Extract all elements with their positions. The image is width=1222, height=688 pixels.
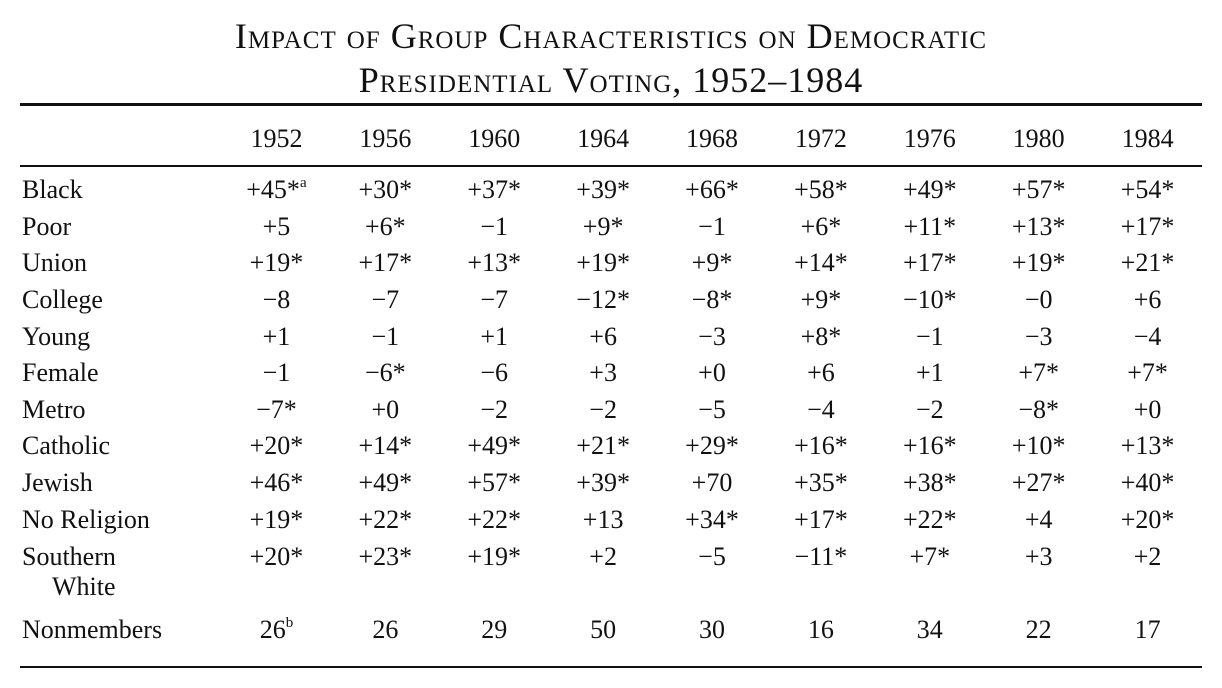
value-cell xyxy=(875,355,984,392)
cell-value: +30* xyxy=(358,175,413,205)
value-cell xyxy=(549,392,658,429)
value-cell xyxy=(875,465,984,502)
header-row xyxy=(20,116,1202,162)
table-row xyxy=(20,172,1202,209)
value-cell xyxy=(766,501,875,538)
value-cell xyxy=(875,501,984,538)
value-cell xyxy=(1093,428,1202,465)
value-cell xyxy=(766,538,875,612)
row-label: Black xyxy=(22,175,83,205)
table-row xyxy=(20,318,1202,355)
cell-value: +7* xyxy=(909,541,951,571)
value-cell xyxy=(1093,355,1202,392)
cell-value: +4 xyxy=(1024,504,1053,534)
cell-value: +19* xyxy=(249,504,304,534)
value-cell xyxy=(440,209,549,246)
value-cell xyxy=(658,465,767,502)
cell-value: −10* xyxy=(902,285,957,315)
cell-value: +46* xyxy=(249,468,304,498)
value-cell xyxy=(440,538,549,612)
table-row xyxy=(20,245,1202,282)
cell-value: +1 xyxy=(262,321,291,351)
cell-value: −2 xyxy=(589,394,617,424)
cell-value: 17 xyxy=(1134,615,1161,645)
year-header: 1960 xyxy=(468,124,521,153)
value-cell xyxy=(222,465,331,502)
cell-value: −1 xyxy=(262,358,291,388)
table-row xyxy=(20,355,1202,392)
value-cell xyxy=(440,465,549,502)
cell-value: +19* xyxy=(1011,248,1066,278)
value-cell xyxy=(331,355,440,392)
cell-value: −1 xyxy=(915,321,944,351)
value-cell xyxy=(658,355,767,392)
value-cell xyxy=(766,172,875,209)
value-cell xyxy=(875,318,984,355)
table-row xyxy=(20,392,1202,429)
year-header: 1968 xyxy=(686,124,738,153)
value-cell xyxy=(658,538,767,612)
cell-value: +13* xyxy=(1120,431,1175,461)
value-cell xyxy=(440,282,549,319)
cell-value: +0 xyxy=(1133,394,1162,424)
cell-value: +1 xyxy=(480,321,509,351)
row-label: Catholic xyxy=(22,431,111,461)
year-header: 1980 xyxy=(1012,124,1065,153)
year-header: 1972 xyxy=(794,124,847,153)
value-cell xyxy=(766,318,875,355)
table-row xyxy=(20,428,1202,465)
cell-value: +70 xyxy=(691,468,733,498)
value-cell xyxy=(331,172,440,209)
value-cell xyxy=(984,245,1093,282)
cell-value: +49* xyxy=(358,468,413,498)
value-cell xyxy=(984,355,1093,392)
value-cell xyxy=(440,392,549,429)
cell-value: +57* xyxy=(467,468,522,498)
year-header: 1976 xyxy=(903,124,956,153)
cell-value: −6* xyxy=(365,358,406,388)
value-cell xyxy=(440,612,549,649)
cell-value: +19* xyxy=(467,541,522,571)
value-cell xyxy=(440,501,549,538)
cell-value: 26 xyxy=(259,615,286,645)
value-cell xyxy=(658,428,767,465)
table-row xyxy=(20,465,1202,502)
cell-value: +20* xyxy=(249,541,304,571)
cell-value: 22 xyxy=(1025,615,1052,645)
cell-value: +0 xyxy=(371,394,400,424)
value-cell xyxy=(549,501,658,538)
cell-value: +38* xyxy=(902,468,957,498)
value-cell xyxy=(1093,282,1202,319)
cell-value: +34* xyxy=(685,504,739,534)
cell-value: +13* xyxy=(467,248,522,278)
value-cell xyxy=(331,318,440,355)
value-cell xyxy=(331,501,440,538)
cell-value: +20* xyxy=(249,431,304,461)
value-cell xyxy=(222,612,331,649)
cell-value: +22* xyxy=(902,504,957,534)
cell-value: 34 xyxy=(916,615,943,645)
cell-value: +11* xyxy=(903,211,957,241)
row-label xyxy=(20,538,222,612)
footnote-marker: a xyxy=(299,175,307,192)
value-cell xyxy=(1093,172,1202,209)
value-cell xyxy=(331,538,440,612)
table-title xyxy=(0,14,1222,102)
cell-value: −4 xyxy=(1133,321,1162,351)
row-label: Jewish xyxy=(22,468,93,498)
title-line-2: Presidential Voting, 1952–1984 xyxy=(358,60,864,100)
value-cell xyxy=(549,465,658,502)
cell-value: +6 xyxy=(807,358,835,388)
cell-value: +14* xyxy=(794,248,848,278)
cell-value: +49* xyxy=(467,431,522,461)
value-cell xyxy=(658,209,767,246)
cell-value: 50 xyxy=(590,615,617,645)
cell-value: −5 xyxy=(698,394,726,424)
value-cell xyxy=(766,209,875,246)
cell-value: −12* xyxy=(576,285,630,315)
cell-value: +7* xyxy=(1018,358,1060,388)
value-cell xyxy=(875,538,984,612)
year-header: 1964 xyxy=(577,124,630,153)
cell-value: +17* xyxy=(1120,211,1175,241)
row-label: No Religion xyxy=(22,504,150,534)
header-label-cell xyxy=(20,116,222,162)
value-cell xyxy=(1093,209,1202,246)
cell-value: −3 xyxy=(698,321,726,351)
cell-value: +19* xyxy=(249,248,304,278)
value-cell xyxy=(222,318,331,355)
row-label: Poor xyxy=(22,211,72,241)
value-cell xyxy=(222,172,331,209)
cell-value: +54* xyxy=(1120,175,1175,205)
row-label-line-2: White xyxy=(52,571,116,601)
row-label: Metro xyxy=(22,394,86,424)
value-cell xyxy=(331,209,440,246)
cell-value: +66* xyxy=(685,175,739,205)
value-cell xyxy=(875,282,984,319)
value-cell xyxy=(766,612,875,649)
cell-value: −2 xyxy=(480,394,509,424)
row-label: Female xyxy=(22,358,99,388)
value-cell xyxy=(440,428,549,465)
cell-value: +6* xyxy=(800,211,842,241)
cell-value: +2 xyxy=(1133,541,1162,571)
value-cell xyxy=(440,245,549,282)
year-header: 1956 xyxy=(359,124,412,153)
value-cell xyxy=(222,538,331,612)
value-cell xyxy=(331,282,440,319)
value-cell xyxy=(766,392,875,429)
value-cell xyxy=(658,245,767,282)
cell-value: +16* xyxy=(794,431,848,461)
value-cell xyxy=(549,538,658,612)
cell-value: −11* xyxy=(794,541,848,571)
value-cell xyxy=(766,428,875,465)
value-cell xyxy=(549,172,658,209)
value-cell xyxy=(875,245,984,282)
value-cell xyxy=(331,428,440,465)
value-cell xyxy=(1093,392,1202,429)
cell-value: +14* xyxy=(358,431,413,461)
table-body xyxy=(20,162,1202,649)
cell-value: +6 xyxy=(1133,285,1162,315)
cell-value: −0 xyxy=(1024,285,1053,315)
cell-value: +13 xyxy=(582,504,624,534)
cell-value: −7 xyxy=(371,285,400,315)
cell-value: +16* xyxy=(902,431,957,461)
cell-value: −8* xyxy=(1018,394,1060,424)
cell-value: −4 xyxy=(807,394,835,424)
cell-value: +8* xyxy=(800,321,842,351)
cell-value: +39* xyxy=(576,468,630,498)
value-cell xyxy=(549,428,658,465)
value-cell xyxy=(222,428,331,465)
table-row xyxy=(20,538,1202,612)
cell-value: −8* xyxy=(691,285,733,315)
cell-value: +29* xyxy=(685,431,739,461)
cell-value: −3 xyxy=(1024,321,1053,351)
value-cell xyxy=(440,318,549,355)
cell-value: +9* xyxy=(691,248,733,278)
cell-value: +37* xyxy=(467,175,522,205)
value-cell xyxy=(875,172,984,209)
value-cell xyxy=(658,318,767,355)
value-cell xyxy=(331,612,440,649)
cell-value: +13* xyxy=(1011,211,1066,241)
cell-value: 29 xyxy=(481,615,508,645)
value-cell xyxy=(222,245,331,282)
row-label: Young xyxy=(22,321,91,351)
value-cell xyxy=(658,392,767,429)
bottom-rule xyxy=(20,666,1202,668)
cell-value: 30 xyxy=(699,615,725,645)
cell-value: −7 xyxy=(480,285,509,315)
row-label-line-1: Southern xyxy=(22,541,116,571)
cell-value: +5 xyxy=(262,211,291,241)
cell-value: +19* xyxy=(576,248,630,278)
cell-value: −1 xyxy=(698,211,726,241)
value-cell xyxy=(222,282,331,319)
value-cell xyxy=(1093,538,1202,612)
cell-value: 26 xyxy=(372,615,399,645)
value-cell xyxy=(875,428,984,465)
cell-value: +22* xyxy=(467,504,522,534)
row-label: Nonmembers xyxy=(22,615,163,645)
value-cell xyxy=(875,392,984,429)
value-cell xyxy=(766,245,875,282)
value-cell xyxy=(1093,465,1202,502)
cell-value: +17* xyxy=(902,248,957,278)
cell-value: +49* xyxy=(902,175,957,205)
cell-value: +21* xyxy=(576,431,630,461)
value-cell xyxy=(658,501,767,538)
value-cell xyxy=(984,538,1093,612)
cell-value: +7* xyxy=(1127,358,1168,388)
table-row xyxy=(20,501,1202,538)
cell-value: +6 xyxy=(589,321,617,351)
value-cell xyxy=(875,209,984,246)
cell-value: +3 xyxy=(589,358,617,388)
cell-value: +22* xyxy=(358,504,413,534)
cell-value: −7* xyxy=(256,394,297,424)
value-cell xyxy=(549,318,658,355)
value-cell xyxy=(766,465,875,502)
cell-value: +2 xyxy=(589,541,617,571)
cell-value: +10* xyxy=(1011,431,1066,461)
cell-value: +6* xyxy=(365,211,406,241)
year-header: 1952 xyxy=(250,124,303,153)
cell-value: 16 xyxy=(807,615,834,645)
cell-value: +21* xyxy=(1120,248,1175,278)
value-cell xyxy=(984,501,1093,538)
top-rule xyxy=(20,103,1202,106)
footnote-marker: b xyxy=(285,615,294,632)
cell-value: +23* xyxy=(358,541,413,571)
value-cell xyxy=(549,245,658,282)
value-cell xyxy=(440,355,549,392)
year-header: 1984 xyxy=(1121,124,1174,153)
value-cell xyxy=(1093,245,1202,282)
value-cell xyxy=(549,355,658,392)
value-cell xyxy=(222,209,331,246)
cell-value: −5 xyxy=(698,541,726,571)
value-cell xyxy=(984,612,1093,649)
value-cell xyxy=(984,318,1093,355)
cell-value: +45* xyxy=(246,175,300,205)
value-cell xyxy=(549,282,658,319)
cell-value: +1 xyxy=(915,358,944,388)
value-cell xyxy=(331,392,440,429)
cell-value: +57* xyxy=(1011,175,1066,205)
value-cell xyxy=(1093,501,1202,538)
cell-value: +40* xyxy=(1120,468,1175,498)
row-label: College xyxy=(22,285,103,315)
title-line-1: Impact of Group Characteristics on Democratic xyxy=(234,16,988,56)
value-cell xyxy=(1093,612,1202,649)
cell-value: +17* xyxy=(358,248,413,278)
cell-value: +9* xyxy=(800,285,842,315)
cell-value: −2 xyxy=(915,394,944,424)
value-cell xyxy=(1093,318,1202,355)
row-label: Union xyxy=(22,248,87,278)
value-cell xyxy=(875,612,984,649)
value-cell xyxy=(984,282,1093,319)
cell-value: +20* xyxy=(1120,504,1175,534)
cell-value: +0 xyxy=(698,358,726,388)
value-cell xyxy=(984,428,1093,465)
table-row xyxy=(20,282,1202,319)
value-cell xyxy=(331,245,440,282)
value-cell xyxy=(984,465,1093,502)
value-cell xyxy=(222,501,331,538)
cell-value: −1 xyxy=(480,211,509,241)
cell-value: +3 xyxy=(1024,541,1053,571)
value-cell xyxy=(658,282,767,319)
value-cell xyxy=(658,612,767,649)
cell-value: −6 xyxy=(480,358,509,388)
data-table xyxy=(20,116,1202,649)
cell-value: +35* xyxy=(794,468,848,498)
cell-value: +9* xyxy=(582,211,624,241)
value-cell xyxy=(766,282,875,319)
value-cell xyxy=(549,612,658,649)
value-cell xyxy=(658,172,767,209)
value-cell xyxy=(222,355,331,392)
cell-value: +17* xyxy=(794,504,848,534)
cell-value: −1 xyxy=(371,321,400,351)
value-cell xyxy=(440,172,549,209)
value-cell xyxy=(549,209,658,246)
cell-value: +58* xyxy=(794,175,848,205)
cell-value: +39* xyxy=(576,175,630,205)
value-cell xyxy=(984,172,1093,209)
value-cell xyxy=(766,355,875,392)
value-cell xyxy=(984,392,1093,429)
value-cell xyxy=(331,465,440,502)
cell-value: −8 xyxy=(262,285,291,315)
value-cell xyxy=(984,209,1093,246)
value-cell xyxy=(222,392,331,429)
cell-value: +27* xyxy=(1011,468,1066,498)
table-row xyxy=(20,209,1202,246)
table-row xyxy=(20,612,1202,649)
